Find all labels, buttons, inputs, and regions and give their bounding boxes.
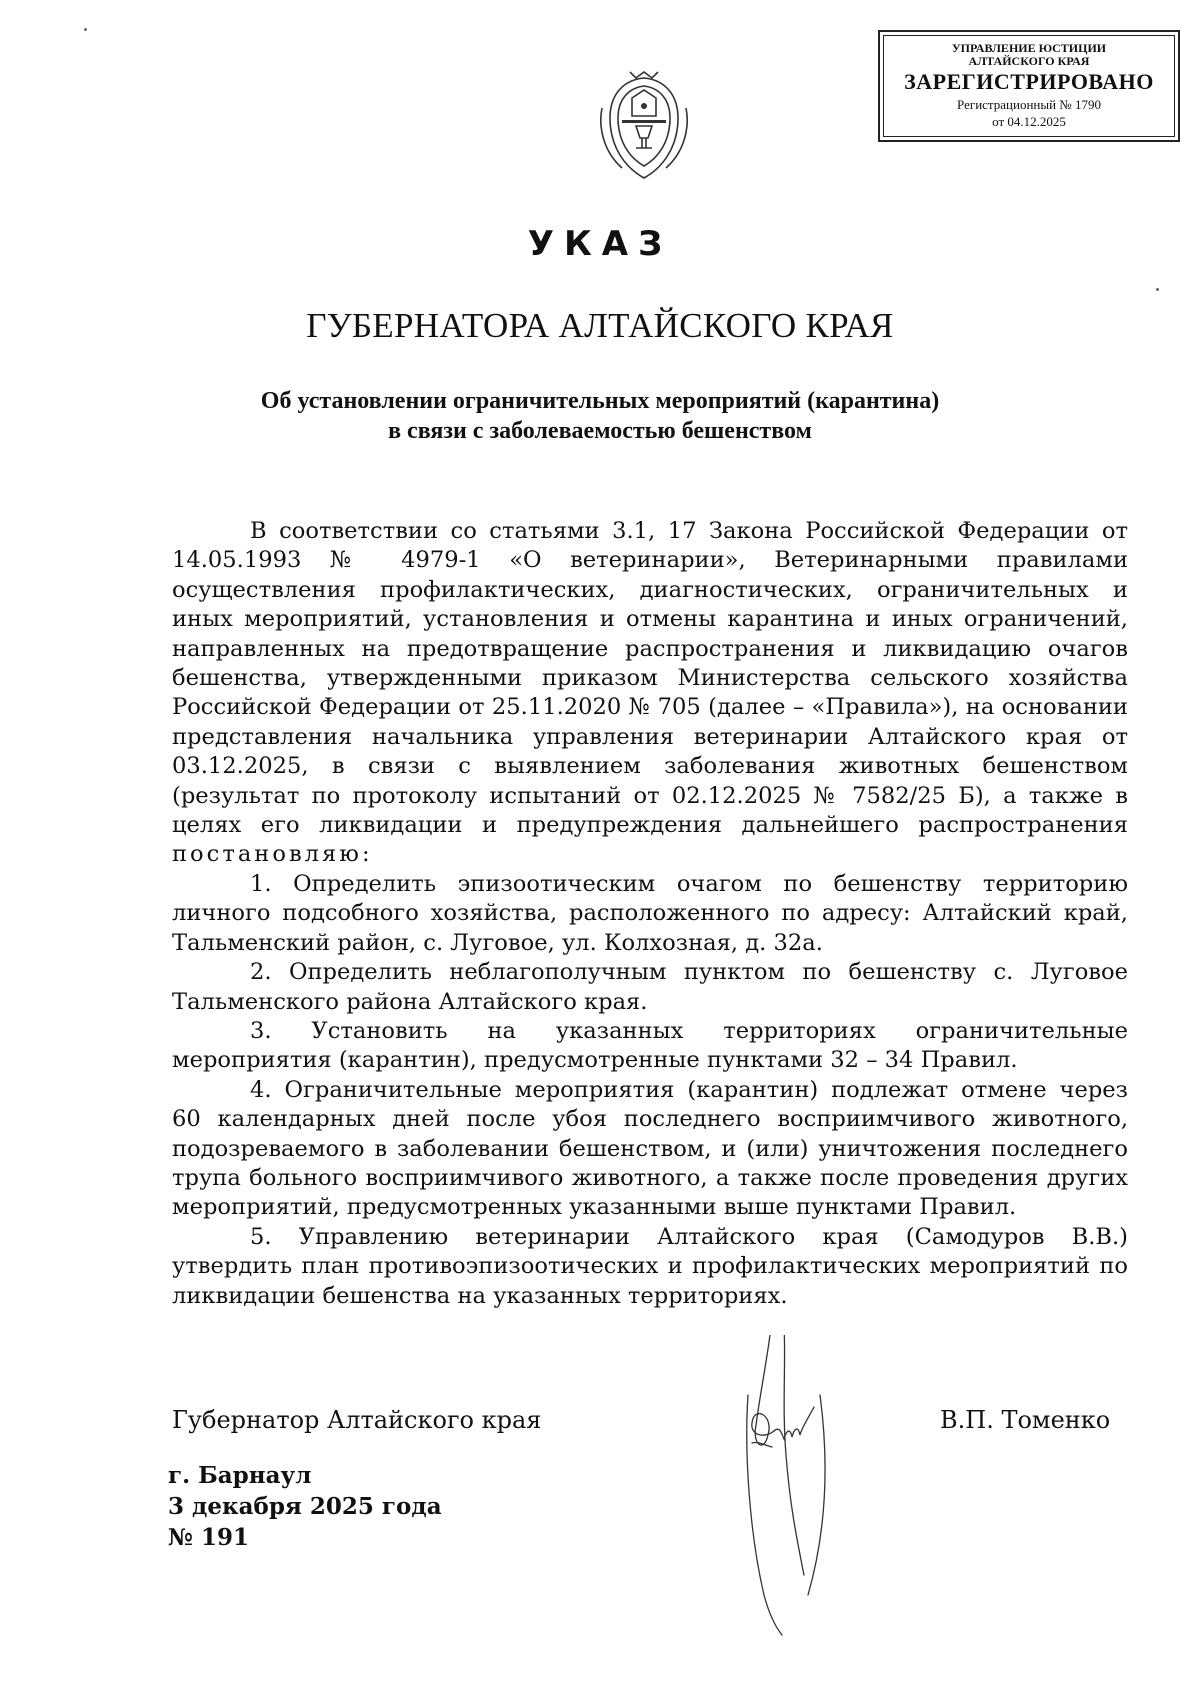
document-heading — [0, 386, 1200, 446]
list-item: 1. Определить эпизоотическим очагом по бешенству территорию личного подсобного хозяйства, расположенного по адресу: Алтайский край, Тальменский район, с. Луговое, ул. Колхозная, д. 32а. — [172, 870, 1128, 956]
list-item: 2. Определить неблагополучным пунктом по бешенству с. Луговое Тальменского района Алтайского края. — [172, 959, 1128, 1015]
preamble-paragraph — [172, 517, 1128, 870]
signatory-name: В.П. Томенко — [940, 1406, 1111, 1434]
registration-stamp — [878, 30, 1180, 142]
stamp-status: ЗАРЕГИСТРИРОВАНО — [904, 69, 1154, 94]
issue-date: 3 декабря 2025 года — [168, 1493, 442, 1520]
document-type: УКАЗ — [527, 224, 673, 264]
list-item: 5. Управлению ветеринарии Алтайского края (Самодуров В.В.) утвердить план противоэпизоотических и профилактических мероприятий по ликвидации бешенства на указанных территориях. — [172, 1223, 1128, 1309]
issue-number: № 191 — [168, 1524, 250, 1551]
list-item: 4. Ограничительные мероприятия (карантин) подлежат отмене через 60 календарных дней после убоя последнего восприимчивого животного, подозреваемого в заболевании бешенством, и (или) уничтожения последнего трупа больного восприимчивого животного, а также после проведения других мероприятий, предусмотренных указанными выше пунктами Правил. — [172, 1076, 1128, 1221]
issuer-title: ГУБЕРНАТОРА АЛТАЙСКОГО КРАЯ — [306, 306, 894, 345]
handwritten-signature-icon — [724, 1335, 874, 1645]
issue-details — [168, 1460, 442, 1553]
stamp-reg-date: от 04.12.2025 — [992, 114, 1066, 129]
issue-city: г. Барнаул — [168, 1462, 312, 1489]
altai-krai-coat-of-arms-icon — [592, 68, 696, 188]
document-body — [172, 517, 1128, 1311]
stamp-reg-number: Регистрационный № 1790 — [957, 97, 1101, 112]
signatory-position: Губернатор Алтайского края — [172, 1406, 542, 1434]
heading-line1: Об установлении ограничительных мероприятий (карантина) — [260, 388, 940, 414]
scan-speck — [84, 28, 87, 31]
list-item: 3. Установить на указанных территориях ограничительные мероприятия (карантин), предусмотренные пунктами 32 – 34 Правил. — [172, 1017, 1128, 1074]
stamp-org-line1: УПРАВЛЕНИЕ ЮСТИЦИИ — [951, 41, 1107, 55]
decree-word: постановляю: — [172, 841, 373, 868]
heading-line2: в связи с заболеваемостью бешенством — [388, 418, 812, 444]
preamble-text: В соответствии со статьями 3.1, 17 Закона Российской Федерации от 14.05.1993 № 4979-1 «О ветеринарии», Ветеринарными правилами осуществления профилактических, диагностических, ограничительных и иных мероприятий, установления и отмены карантина и иных ограничений, направленных на предотвращение распространения и ликвидацию очагов бешенства, утвержденными приказом Министерства сельского хозяйства Российской Федерации от 25.11.2020 № 705 (далее – «Правила»), на основании представления начальника управления ветеринарии Алтайского края от 03.12.2025, в связи с выявлением заболевания животных бешенством (результат по протоколу испытаний от 02.12.2025 № 7582/25 Б), а также в целях его ликвидации и предупреждения дальнейшего распространения — [172, 518, 1128, 839]
scan-speck — [1156, 288, 1159, 291]
stamp-org-line2: АЛТАЙСКОГО КРАЯ — [968, 54, 1090, 68]
